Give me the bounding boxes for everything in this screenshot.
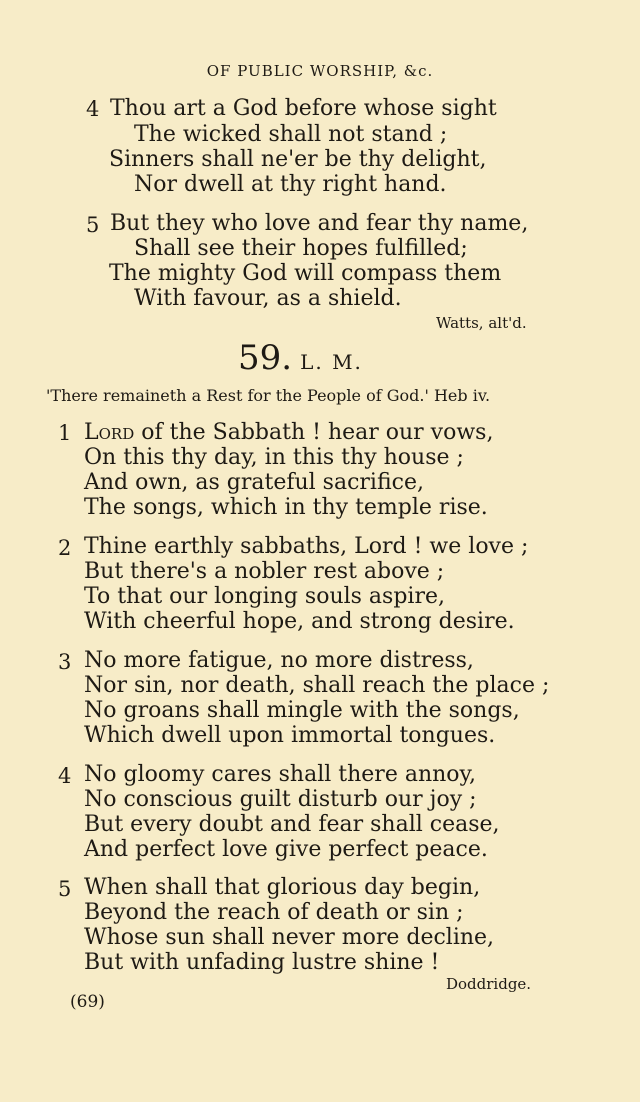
page-number: (69): [70, 992, 105, 1012]
verse-number: 4: [58, 764, 72, 788]
verse-line: Shall see their hopes fulfilled;: [134, 236, 468, 261]
verse-line: [84, 420, 493, 445]
verse-line: But they who love and fear thy name,: [110, 211, 529, 236]
verse-line: No more fatigue, no more distress,: [84, 648, 474, 673]
verse-number: 5: [86, 213, 100, 237]
verse-line: No conscious guilt disturb our joy ;: [84, 787, 477, 812]
verse-line: But there's a nobler rest above ;: [84, 559, 445, 584]
running-header: OF PUBLIC WORSHIP, &c.: [206, 62, 434, 80]
verse-line: To that our longing souls aspire,: [84, 584, 445, 609]
verse-line: Which dwell upon immortal tongues.: [84, 723, 496, 748]
verse-line: Sinners shall ne'er be thy delight,: [109, 147, 487, 172]
verse-number: 1: [58, 421, 72, 445]
verse-line: Beyond the reach of death or sin ;: [84, 900, 464, 925]
verse-line: But every doubt and fear shall cease,: [84, 812, 500, 837]
verse-line: Thou art a God before whose sight: [110, 96, 497, 121]
verse-line: Thine earthly sabbaths, Lord ! we love ;: [84, 534, 529, 559]
verse-line: The songs, which in thy temple rise.: [84, 495, 488, 520]
verse-number: 4: [86, 97, 100, 121]
verse-line: The mighty God will compass them: [109, 261, 502, 286]
hymn-attribution: Doddridge.: [446, 975, 532, 993]
hymn-title: [238, 338, 363, 378]
verse-line: Whose sun shall never more decline,: [84, 925, 495, 950]
verse-line: The wicked shall not stand ;: [134, 122, 448, 147]
verse-line: And own, as grateful sacrifice,: [84, 470, 424, 495]
verse-line: But with unfading lustre shine !: [84, 950, 440, 975]
verse-line: With cheerful hope, and strong desire.: [84, 609, 515, 634]
verse-line: Nor sin, nor death, shall reach the place ;: [84, 673, 550, 698]
hymn-meter: L. M.: [300, 350, 363, 374]
hymn-epigraph: 'There remaineth a Rest for the People of God.' Heb iv.: [46, 386, 491, 405]
verse-number: 5: [58, 877, 72, 901]
verse-number: 3: [58, 650, 72, 674]
verse-line: No gloomy cares shall there annoy,: [84, 762, 477, 787]
verse-line: When shall that glorious day begin,: [84, 875, 481, 900]
verse-line: And perfect love give perfect peace.: [84, 837, 488, 862]
verse-line: Nor dwell at thy right hand.: [134, 172, 447, 197]
verse-line: With favour, as a shield.: [134, 286, 402, 311]
verse-line: On this thy day, in this thy house ;: [84, 445, 464, 470]
hymn-number: 59.: [238, 338, 293, 378]
prev-hymn-attribution: Watts, alt'd.: [436, 314, 527, 332]
verse-line: No groans shall mingle with the songs,: [84, 698, 520, 723]
verse-number: 2: [58, 536, 72, 560]
smallcaps-first-word: Lord: [84, 420, 135, 445]
verse-line-rest: of the Sabbath ! hear our vows,: [134, 420, 494, 445]
